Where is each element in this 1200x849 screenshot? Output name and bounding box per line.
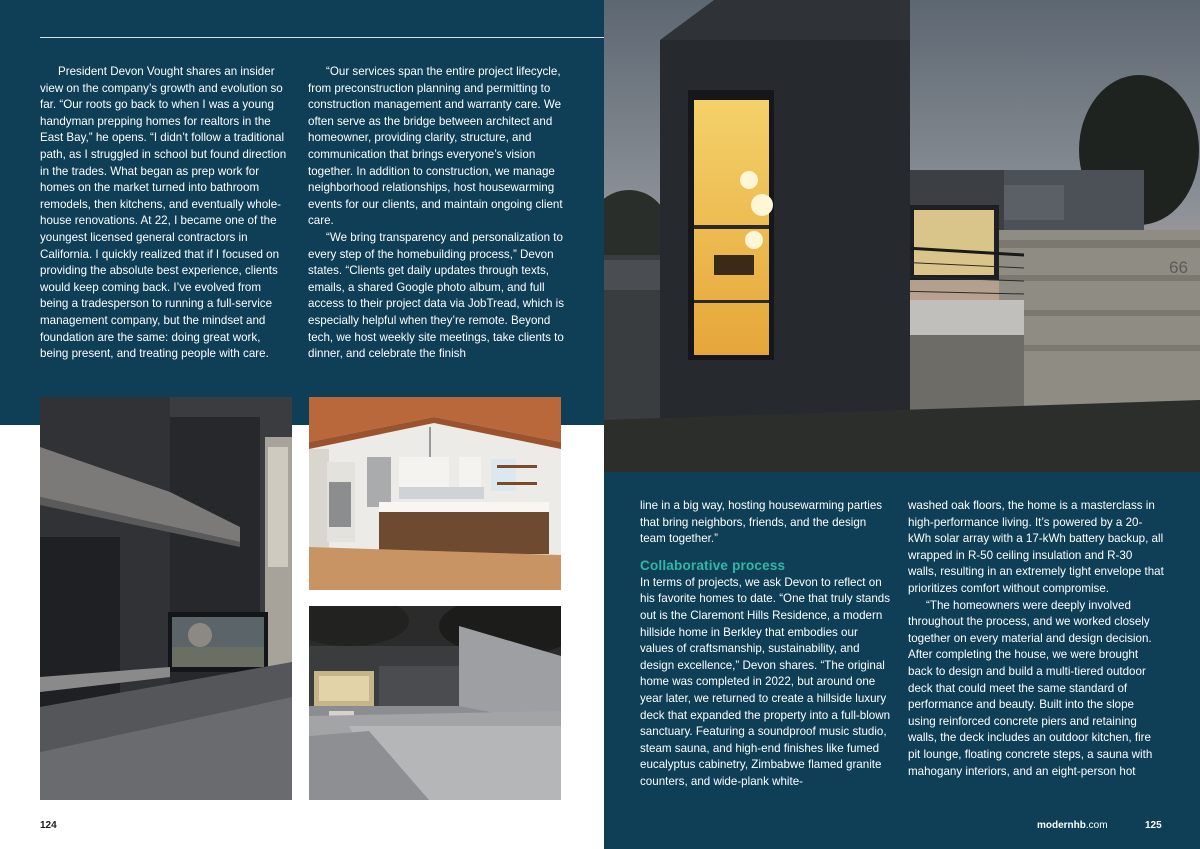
- page-number-left: 124: [40, 820, 57, 831]
- right-column-1: [640, 498, 893, 791]
- fireplace-photo: [40, 397, 292, 800]
- left-column-1: [40, 64, 291, 363]
- paragraph: In terms of projects, we ask Devon to reflect on his favorite homes to date. “One that truly stands out is the Claremont Hills Residence, a modern hillside home in Berkley that embodies our values of craftsmanship, sustainability, and design excellence,” Devon shares. “The original home was completed in 2022, but around one year later, we returned to create a hillside luxury deck that expanded the property into a full-blown sanctuary. Featuring a soundproof music studio, steam sauna, and high-end finishes like fumed eucalyptus cabinetry, Zimbabwe flamed granite counters, and wide-plank white-: [640, 575, 891, 788]
- paragraph: “We bring transparency and personalization to every step of the homebuilding process,” Devon states. “Clients get daily updates through texts, emails, a shared Google photo album, and full access to their project data via JobTread, which is especially helpful when they’re remote. Beyond tech, we host weekly site meetings, take clients to dinner, and celebrate the finish: [308, 230, 565, 361]
- paragraph: “Our services span the entire project lifecycle, from preconstruction planning and permitting to construction management and warranty care. We often serve as the bridge between architect and homeowner, providing clarity, structure, and communication that brings everyone’s vision together. In addition to construction, we manage neighborhood relationships, host housewarming events for our clients, and maintain ongoing client care.: [308, 65, 563, 228]
- paragraph: “The homeowners were deeply involved throughout the process, and we worked closely together on every material and design decision. After completing the house, we were brought back to design and build a multi-tiered outdoor deck that could meet the same standard of performance and beauty. Built into the slope using reinforced concrete piers and retaining walls, the deck includes an outdoor kitchen, fire pit lounge, floating concrete steps, a sauna with mahogany interiors, and an eight-person hot: [908, 598, 1153, 778]
- paragraph: President Devon Vought shares an insider view on the company’s growth and evolution so far. “Our roots go back to when I was a young handyman prepping homes for realtors in the East Bay,” he opens. “I didn’t follow a traditional path, as I struggled in school but found direction in the trades. What began as prep work for homes on the market turned into bathroom remodels, then kitchens, and eventually whole-house renovations. At 22, I became one of the youngest licensed general contractors in California. I quickly realized that if I focused on providing the absolute best experience, clients would keep coming back. I’ve evolved from being a tradesperson to running a full-service management company, but the mindset and foundation are the same: doing great work, being present, and treating people with care.: [40, 65, 287, 361]
- driveway-photo: [309, 606, 561, 800]
- site-url: [1037, 820, 1108, 831]
- kitchen-photo: [309, 397, 561, 590]
- right-column-2: [908, 498, 1164, 780]
- site-bold: modernhb: [1037, 820, 1086, 831]
- paragraph: line in a big way, hosting housewarming parties that bring neighbors, friends, and the design team together.”: [640, 499, 883, 546]
- site-suffix: .com: [1085, 820, 1108, 831]
- left-column-2: [308, 64, 565, 363]
- header-rule-left: [40, 37, 604, 38]
- house-number: 66: [1169, 258, 1188, 277]
- paragraph: washed oak floors, the home is a masterclass in high-performance living. It’s powered by a 20-kWh solar array with a 17-kWh battery backup, all wrapped in R-50 ceiling insulation and R-30 walls, resulting in an extremely tight envelope that prioritizes comfort without compromise.: [908, 499, 1164, 595]
- section-heading: Collaborative process: [640, 557, 786, 573]
- exterior-deck-photo: [604, 0, 1200, 472]
- page-number-right: 125: [1145, 820, 1162, 831]
